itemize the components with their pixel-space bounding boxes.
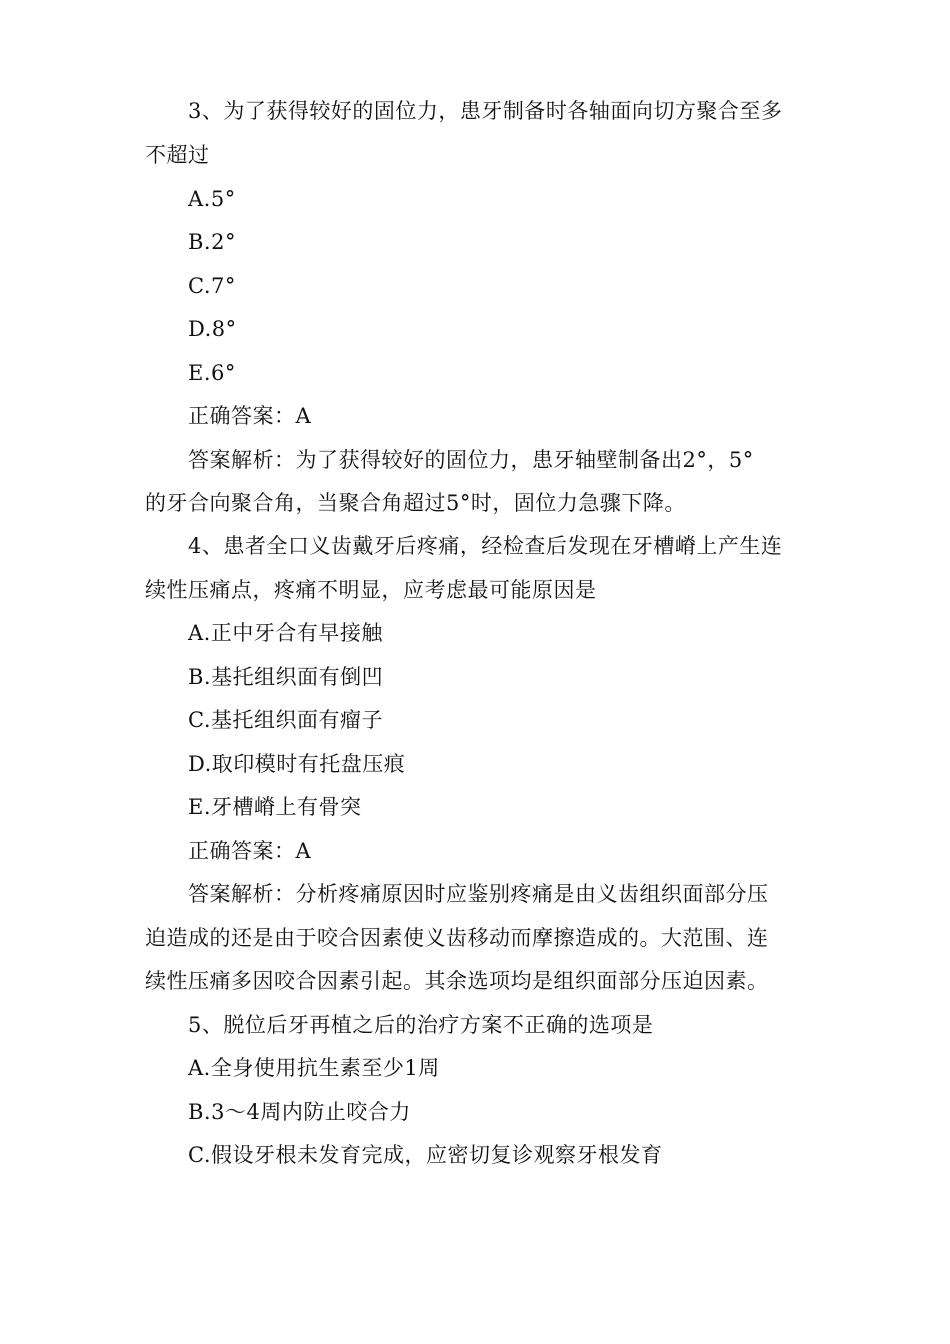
question-4-option-a: A.正中牙合有早接触 bbox=[188, 621, 383, 645]
question-3-explanation-line-1: 答案解析：为了获得较好的固位力，患牙轴壁制备出2°，5° bbox=[188, 448, 754, 472]
question-3-answer: 正确答案：A bbox=[188, 404, 312, 428]
question-3-option-b: B.2° bbox=[188, 230, 236, 254]
question-5-option-b: B.3～4周内防止咬合力 bbox=[188, 1100, 411, 1124]
question-4-stem-line-1: 4、患者全口义齿戴牙后疼痛，经检查后发现在牙槽嵴上产生连 bbox=[188, 534, 783, 558]
question-3-option-e: E.6° bbox=[188, 361, 236, 385]
question-4-answer: 正确答案：A bbox=[188, 839, 312, 863]
question-4-explanation-line-3: 续性压痛多因咬合因素引起。其余选项均是组织面部分压迫因素。 bbox=[145, 969, 769, 993]
question-3-explanation-line-2: 的牙合向聚合角，当聚合角超过5°时，固位力急骤下降。 bbox=[145, 491, 686, 515]
question-4-option-d: D.取印模时有托盘压痕 bbox=[188, 752, 406, 776]
question-4-explanation-line-2: 迫造成的还是由于咬合因素使义齿移动而摩擦造成的。大范围、连 bbox=[145, 926, 769, 950]
question-3-option-a: A.5° bbox=[188, 187, 236, 211]
question-3-option-d: D.8° bbox=[188, 317, 237, 341]
question-3-stem-line-2: 不超过 bbox=[145, 143, 210, 167]
question-5-option-c: C.假设牙根未发育完成，应密切复诊观察牙根发育 bbox=[188, 1143, 663, 1167]
question-4-stem-line-2: 续性压痛点，疼痛不明显，应考虑最可能原因是 bbox=[145, 578, 597, 602]
question-4-option-b: B.基托组织面有倒凹 bbox=[188, 665, 384, 689]
question-3-stem-line-1: 3、为了获得较好的固位力，患牙制备时各轴面向切方聚合至多 bbox=[188, 99, 783, 123]
question-3-option-c: C.7° bbox=[188, 274, 236, 298]
question-4-option-e: E.牙槽嵴上有骨突 bbox=[188, 795, 362, 819]
question-5-stem-line-1: 5、脱位后牙再植之后的治疗方案不正确的选项是 bbox=[188, 1013, 654, 1037]
question-5-option-a: A.全身使用抗生素至少1周 bbox=[188, 1056, 440, 1080]
question-4-option-c: C.基托组织面有瘤子 bbox=[188, 708, 383, 732]
question-4-explanation-line-1: 答案解析：分析疼痛原因时应鉴别疼痛是由义齿组织面部分压 bbox=[188, 882, 769, 906]
